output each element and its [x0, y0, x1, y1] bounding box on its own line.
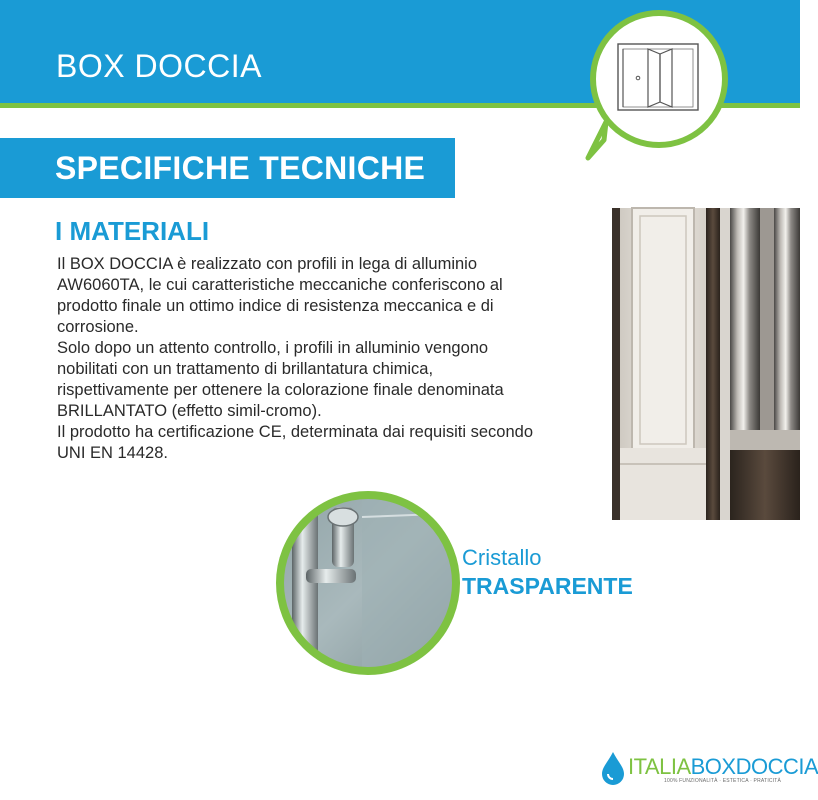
header-title: BOX DOCCIA: [56, 48, 262, 84]
brand-logo: [598, 750, 818, 788]
water-drop-icon: [598, 750, 628, 786]
materials-heading: I MATERIALI: [55, 216, 210, 246]
logo-wordmark: [628, 754, 818, 780]
section-title: SPECIFICHE TECNICHE: [55, 150, 426, 186]
materials-description: [57, 254, 549, 464]
materials-paragraph: Il BOX DOCCIA è realizzato con profili in lega di alluminio AW6060TA, le cui caratteristiche meccaniche conferiscono al prodotto finale un ottimo indice di resistenza meccanica e di corrosione.: [57, 255, 503, 336]
glass-type-label: [462, 544, 633, 600]
logo-word-italia: ITALIA: [628, 754, 691, 779]
glass-label-line2: TRASPARENTE: [462, 573, 633, 599]
glass-label-line1: Cristallo: [462, 545, 542, 570]
folding-door-icon: [596, 16, 722, 142]
logo-tagline: 100% FUNZIONALITÀ · ESTETICA · PRATICITÀ: [664, 778, 782, 784]
door-bubble: [590, 10, 728, 148]
logo-word-boxdoccia: BOXDOCCIA: [690, 754, 818, 779]
materials-paragraph: Solo dopo un attento controllo, i profili in alluminio vengono nobilitati con un trattamento di brillantatura chimica, rispettivamente per ottenere la colorazione finale denominata BRILLANTATO (effetto simil-cromo).: [57, 339, 504, 420]
glass-detail-photo: [272, 487, 464, 679]
materials-paragraph: Il prodotto ha certificazione CE, determinata dai requisiti secondo UNI EN 14428.: [57, 423, 534, 462]
shower-profile-photo: [612, 208, 800, 520]
